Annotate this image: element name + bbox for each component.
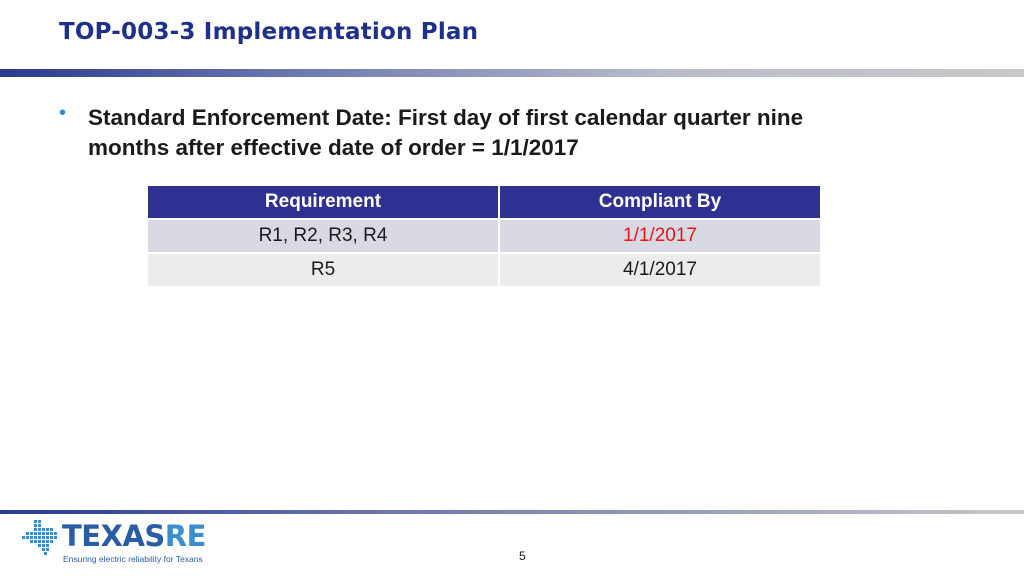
cell-compliant-by: 1/1/2017 (499, 219, 820, 253)
table-header-row (148, 186, 820, 219)
table-row (148, 253, 820, 286)
cell-compliant-by: 4/1/2017 (499, 253, 820, 286)
logo-tagline: Ensuring electric reliability for Texans (63, 554, 203, 564)
title-divider-bar (0, 69, 1024, 77)
compliance-table (148, 186, 820, 286)
texas-re-logo (22, 519, 212, 565)
page-number: 5 (519, 549, 526, 563)
footer-divider-bar (0, 510, 1024, 514)
table-row (148, 219, 820, 253)
header-compliant-by: Compliant By (499, 186, 820, 219)
cell-requirement: R1, R2, R3, R4 (148, 219, 499, 253)
cell-requirement: R5 (148, 253, 499, 286)
slide-title: TOP-003-3 Implementation Plan (59, 19, 479, 45)
header-requirement: Requirement (148, 186, 499, 219)
bullet-text: Standard Enforcement Date: First day of first calendar quarter nine months after effective date of order = 1/1/2017 (88, 105, 804, 160)
logo-word-re: RE (164, 519, 206, 553)
logo-word-texas: TEXAS (62, 519, 165, 553)
texas-map-icon (22, 519, 64, 561)
logo-wordmark (62, 519, 206, 553)
bullet-dot-icon: • (59, 102, 67, 124)
